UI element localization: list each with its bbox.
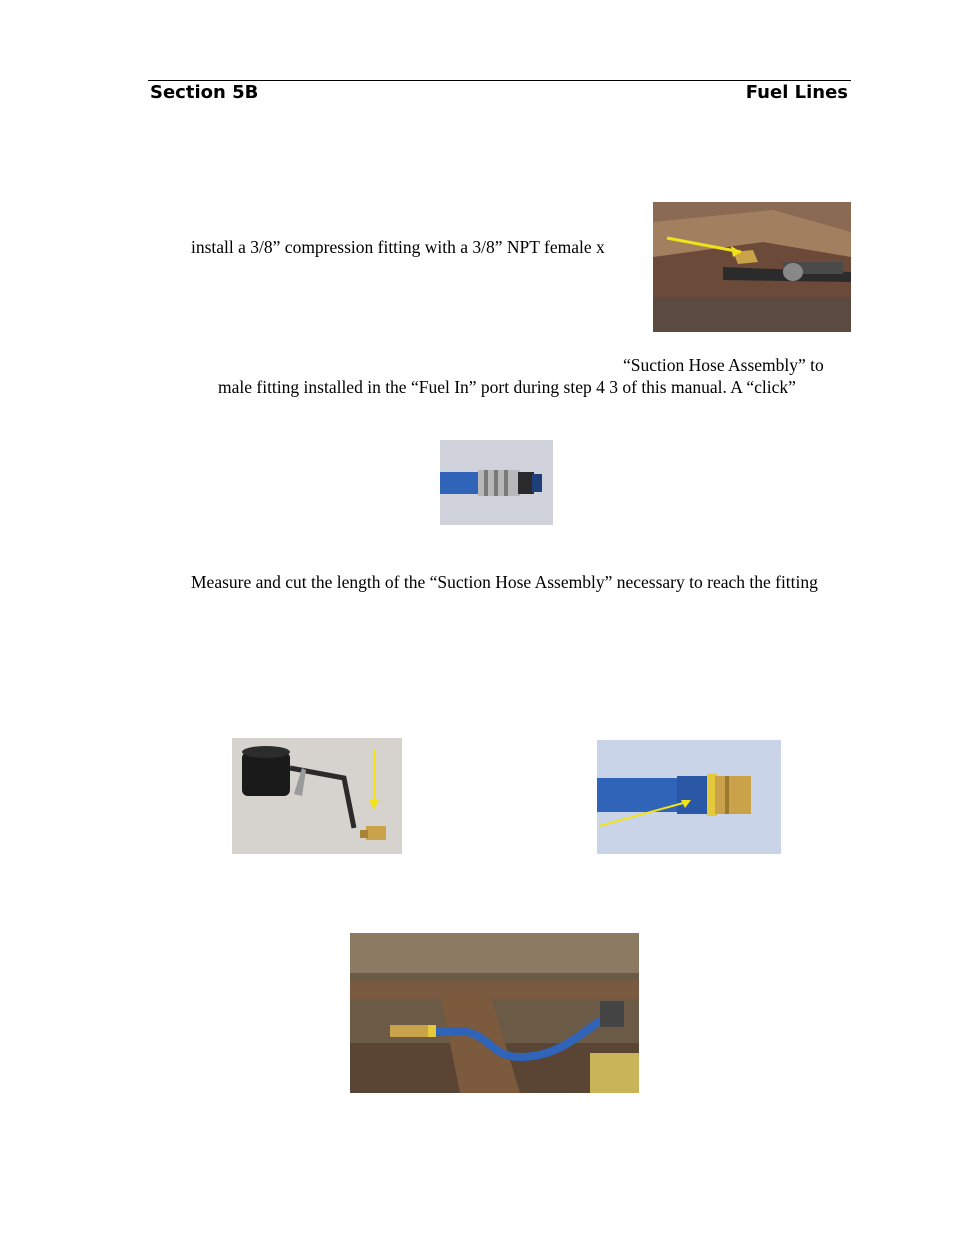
instruction-line-1: install a 3/8” compression fitting with a 3/8” NPT female x xyxy=(191,237,605,257)
section-label: Section 5B xyxy=(150,82,259,103)
hose-end-photo xyxy=(440,440,553,525)
compression-fitting-photo xyxy=(653,202,851,332)
oil-can-fitting-photo xyxy=(232,738,402,854)
instruction-line-3: male fitting installed in the “Fuel In” port during step 4 3 of this manual. A “click” xyxy=(218,377,796,397)
hose-collar-photo xyxy=(597,740,781,854)
instruction-line-2: “Suction Hose Assembly” to xyxy=(623,355,824,375)
header-rule xyxy=(148,80,851,81)
instruction-line-4: Measure and cut the length of the “Suction Hose Assembly” necessary to reach the fitting xyxy=(191,572,818,592)
installed-hose-photo xyxy=(350,933,639,1093)
section-title: Fuel Lines xyxy=(745,82,848,103)
